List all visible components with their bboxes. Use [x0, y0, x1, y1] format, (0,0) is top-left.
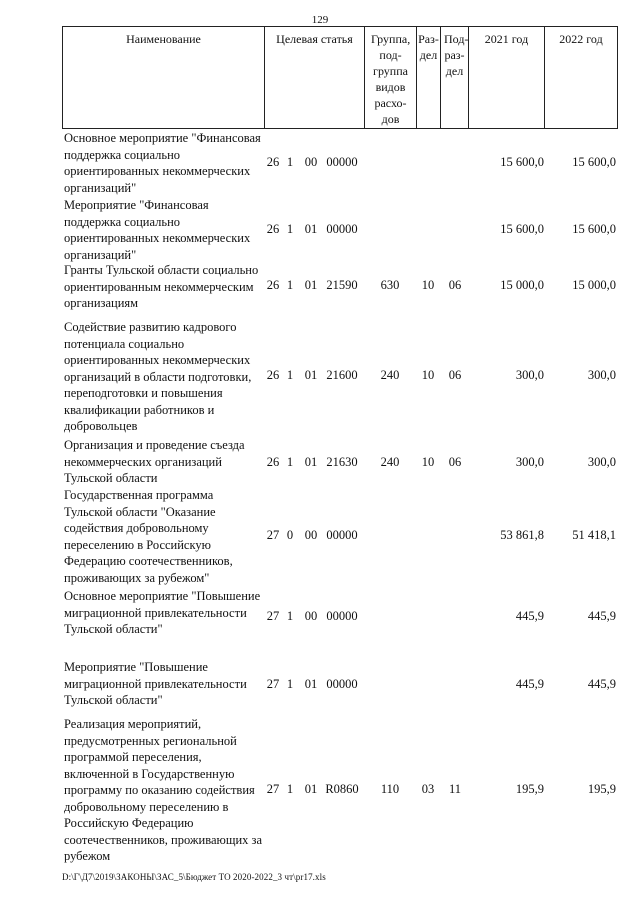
row-value-2022: 445,9 — [587, 677, 616, 691]
row-value-2021: 15 600,0 — [500, 222, 544, 236]
row-subprogram: 1 — [286, 609, 294, 623]
row-value-2021: 300,0 — [515, 368, 544, 382]
row-subsection: 06 — [448, 368, 462, 382]
row-subprogram: 1 — [286, 368, 294, 382]
page-number: 129 — [311, 14, 329, 26]
row-main-event: 01 — [304, 222, 318, 236]
row-value-2021: 15 000,0 — [500, 278, 544, 292]
row-code: 00000 — [326, 222, 358, 236]
header-group: Группа, под-группа видов расхо-дов — [364, 27, 416, 128]
row-code: 00000 — [326, 609, 358, 623]
row-program: 26 — [266, 278, 280, 292]
header-name: Наименование — [62, 27, 264, 128]
row-main-event: 01 — [304, 455, 318, 469]
row-main-event: 00 — [304, 528, 318, 542]
row-value-2022: 300,0 — [587, 455, 616, 469]
table-header — [62, 26, 618, 129]
row-subsection: 11 — [448, 782, 462, 796]
row-section: 03 — [421, 782, 435, 796]
row-main-event: 00 — [304, 609, 318, 623]
row-value-2022: 15 600,0 — [572, 222, 616, 236]
row-main-event: 01 — [304, 368, 318, 382]
row-subprogram: 1 — [286, 677, 294, 691]
row-program: 26 — [266, 455, 280, 469]
row-program: 26 — [266, 155, 280, 169]
row-value-2021: 15 600,0 — [500, 155, 544, 169]
row-section: 10 — [421, 278, 435, 292]
row-name: Содействие развитию кадрового потенциала социально ориентированных некоммерческих организаций в области подготовки, переподготовки и повышения квалификации работников и добровольцев — [64, 320, 252, 433]
row-value-2021: 445,9 — [515, 677, 544, 691]
row-value-2021: 53 861,8 — [500, 528, 544, 542]
row-value-2021: 300,0 — [515, 455, 544, 469]
row-subsection: 06 — [448, 278, 462, 292]
row-name: Организация и проведение съезда некоммерческих организаций Тульской области — [64, 438, 245, 485]
header-year-2021: 2021 год — [468, 27, 544, 128]
row-value-2022: 300,0 — [587, 368, 616, 382]
row-code: 00000 — [326, 155, 358, 169]
row-main-event: 01 — [304, 677, 318, 691]
row-code: 21630 — [326, 455, 358, 469]
row-value-2022: 15 600,0 — [572, 155, 616, 169]
row-program: 26 — [266, 368, 280, 382]
row-main-event: 00 — [304, 155, 318, 169]
row-group: 630 — [380, 278, 400, 292]
row-name: Основное мероприятие "Повышение миграционной привлекательности Тульской области" — [64, 589, 261, 636]
row-code: 21600 — [326, 368, 358, 382]
row-subprogram: 0 — [286, 528, 294, 542]
row-subprogram: 1 — [286, 455, 294, 469]
row-name: Государственная программа Тульской области "Оказание содействия добровольному переселению в Российскую Федерацию соотечественников, проживающих за рубежом" — [64, 488, 233, 585]
row-code: R0860 — [325, 782, 359, 796]
header-year-2022: 2022 год — [544, 27, 618, 128]
header-target-article: Целевая статья — [264, 27, 364, 128]
row-value-2022: 51 418,1 — [572, 528, 616, 542]
row-subprogram: 1 — [286, 155, 294, 169]
row-main-event: 01 — [304, 278, 318, 292]
row-value-2022: 195,9 — [587, 782, 616, 796]
row-subprogram: 1 — [286, 782, 294, 796]
row-value-2021: 445,9 — [515, 609, 544, 623]
header-subsection: Под-раз-дел — [440, 27, 468, 128]
row-name: Реализация мероприятий, предусмотренных региональной программой переселения, включенной в Государственную программу по оказанию содействия добровольному переселению в Российскую Федерацию соотечественников, проживающих за рубежом — [64, 717, 263, 863]
row-name: Основное мероприятие "Финансовая поддержка социально ориентированных некоммерческих организаций" — [64, 131, 261, 195]
row-code: 21590 — [326, 278, 358, 292]
row-program: 27 — [266, 609, 280, 623]
row-program: 27 — [266, 528, 280, 542]
row-program: 27 — [266, 782, 280, 796]
row-value-2022: 15 000,0 — [572, 278, 616, 292]
row-name: Мероприятие "Повышение миграционной привлекательности Тульской области" — [64, 660, 247, 707]
row-subprogram: 1 — [286, 278, 294, 292]
row-value-2022: 445,9 — [587, 609, 616, 623]
row-code: 00000 — [326, 677, 358, 691]
row-group: 110 — [380, 782, 400, 796]
row-name: Мероприятие "Финансовая поддержка социально ориентированных некоммерческих организаций" — [64, 198, 251, 262]
row-section: 10 — [421, 368, 435, 382]
row-code: 00000 — [326, 528, 358, 542]
row-subsection: 06 — [448, 455, 462, 469]
file-path-footer: D:\Г\Д7\2019\ЗАКОНЫ\ЗАС_5\Бюджет ТО 2020-2022_3 чт\pr17.xls — [62, 872, 326, 882]
row-group: 240 — [380, 368, 400, 382]
row-group: 240 — [380, 455, 400, 469]
row-subprogram: 1 — [286, 222, 294, 236]
row-main-event: 01 — [304, 782, 318, 796]
row-program: 27 — [266, 677, 280, 691]
row-program: 26 — [266, 222, 280, 236]
row-section: 10 — [421, 455, 435, 469]
row-name: Гранты Тульской области социально ориентированным некоммерческим организациям — [64, 263, 259, 310]
header-section: Раз-дел — [416, 27, 440, 128]
row-value-2021: 195,9 — [515, 782, 544, 796]
